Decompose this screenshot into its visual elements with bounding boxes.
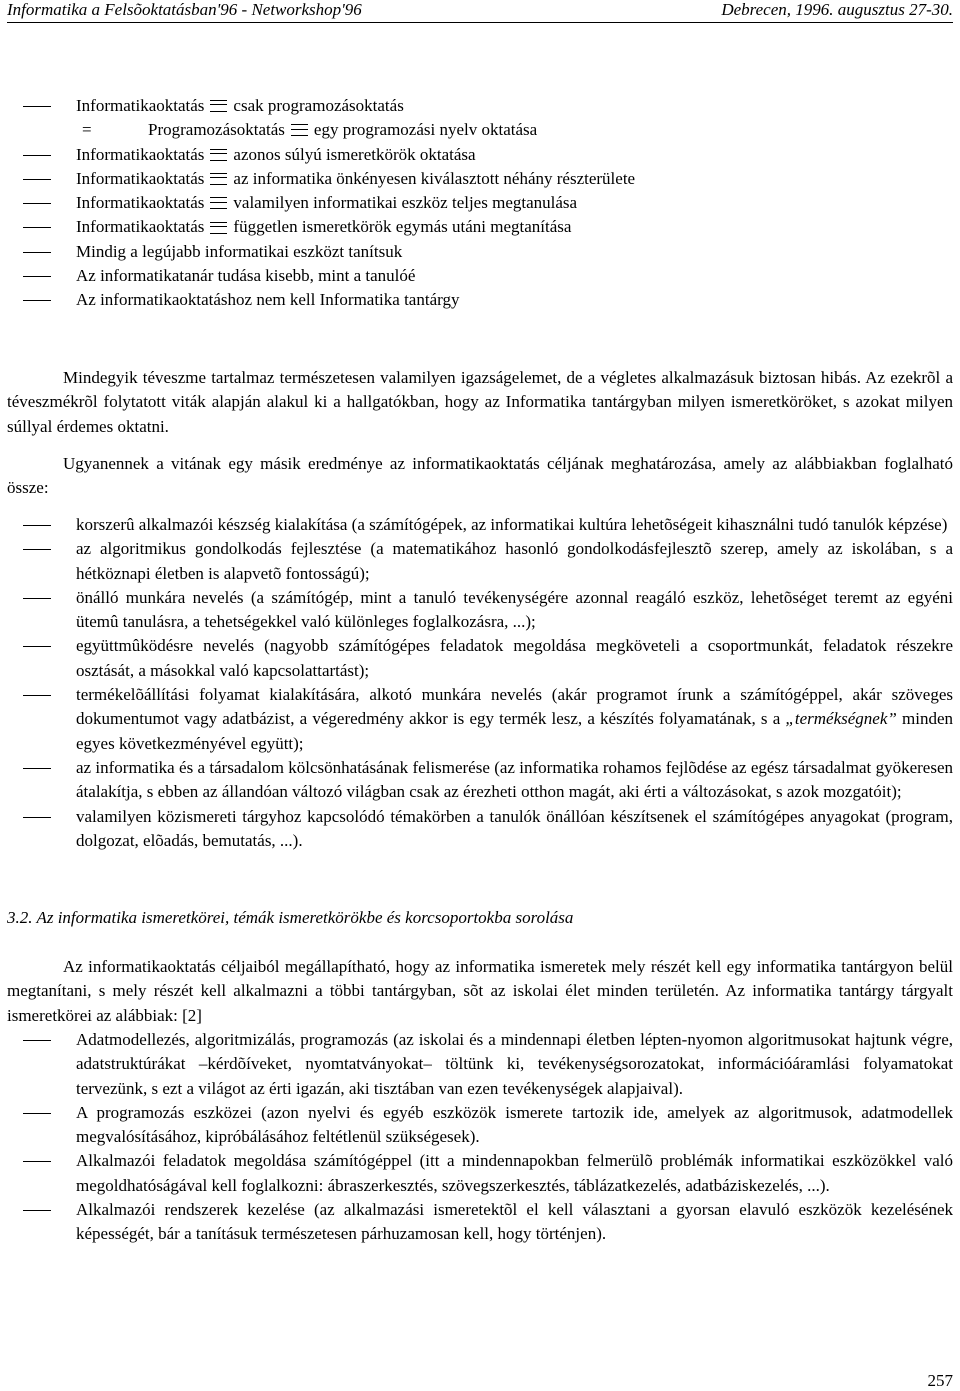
list-item xyxy=(7,94,953,118)
list-item xyxy=(7,264,953,288)
item-text: Adatmodellezés, algoritmizálás, programozás (az iskolai és a mindennapi életben lépten-nyomon algoritmusokat hajtunk végre, adatstruktúrákat –kérdõíveket, nyomtatványokat– töltünk ki, tevékenységsorozatokat, információáramlási folyamatokat tervezünk, s ezt a világot az érti igazán, aki tisztában van ezen tevékenységek alapjaival). xyxy=(76,1030,953,1098)
item-text: Alkalmazói feladatok megoldása számítógéppel (itt a mindennapokban felmerülõ problémák informatikai eszközökkel való megoldhatóságával kell foglalkozni: ábraszerkesztés, szövegszerkesztés, táblázatkezelés, adatbáziskezelés, ...). xyxy=(76,1151,953,1195)
topics-section xyxy=(7,1028,953,1247)
list-item xyxy=(7,288,953,312)
list-item xyxy=(7,805,953,854)
list-item xyxy=(7,143,953,167)
item-predicate: valamilyen informatikai eszköz teljes megtanulása xyxy=(233,193,578,213)
para-text: Az informatikaoktatás céljaiból megállapítható, hogy az informatika ismeretek mely részét kell egy informatika tantárgyon belül megtanítani, s mely részét kell alkalmazni a többi tantárgyban, sõt az iskolai élet minden területén. Az informatika tantárgy tárgyalt ismeretkörei az alábbiak: [2] xyxy=(7,957,953,1025)
item-subject: Informatikaoktatás xyxy=(76,217,205,237)
identical-to-icon xyxy=(210,149,227,161)
list-item xyxy=(7,215,953,239)
item-text: az algoritmikus gondolkodás fejlesztése (a matematikához hasonló gondolkodásfejlesztõ szerep, amely az iskolában, s a hétköznapi életben is alapvetõ fontosságú); xyxy=(76,539,953,583)
item-text: termékelõállítási folyamat kialakítására, alkotó munkára nevelés (akár programot írunk a számítógéppel, akár szöveges dokumentumot vagy adatbázist, a végeredmény akkor is egy termék lesz, a készítés folyamatának, s a xyxy=(76,685,953,729)
list-item xyxy=(7,118,953,142)
dash-bullet xyxy=(23,300,51,301)
item-text: korszerû alkalmazói készség kialakítása (a számítógépek, az informatikai kultúra lehetõségeit kihasználni tudó tanulók képzése) xyxy=(76,515,948,534)
topics-list xyxy=(7,1028,953,1247)
item-predicate: azonos súlyú ismeretkörök oktatása xyxy=(233,144,476,164)
item-subject: Informatikaoktatás xyxy=(76,96,205,115)
item-text: önálló munkára nevelés (a számítógép, mint a tanuló tevékenységére azonnal reagáló eszköz, lehetõséget teremt az egyéni ütemû tanulásra, a tehetségekkel való különleges foglalkozásra, ...); xyxy=(76,587,953,632)
dash-bullet xyxy=(23,817,51,818)
list-item xyxy=(7,513,953,537)
equals-sign: = xyxy=(82,120,92,140)
item-subject: Informatikaoktatás xyxy=(76,168,205,188)
list-item xyxy=(7,240,953,264)
page-number: 257 xyxy=(927,1371,953,1390)
list-item xyxy=(7,1101,953,1150)
dash-bullet xyxy=(23,525,51,526)
misconceptions-list xyxy=(7,94,953,313)
section-heading xyxy=(7,906,953,930)
list-item xyxy=(7,167,953,191)
item-text: minden egyes következményével együtt); xyxy=(76,709,953,753)
list-item xyxy=(7,1198,953,1247)
list-item xyxy=(7,756,953,805)
header-right: Debrecen, 1996. augusztus 27-30. xyxy=(721,0,953,19)
dash-bullet xyxy=(23,1040,51,1041)
misconceptions-section xyxy=(7,94,953,313)
dash-bullet xyxy=(23,155,51,156)
dash-bullet xyxy=(23,227,51,228)
list-item xyxy=(7,191,953,215)
list-item xyxy=(7,634,953,683)
running-header xyxy=(7,0,953,23)
list-item xyxy=(7,1028,953,1101)
item-predicate: az informatika önkényesen kiválasztott néhány részterülete xyxy=(233,168,636,188)
dash-bullet xyxy=(23,598,51,599)
dash-bullet xyxy=(23,549,51,550)
dash-bullet xyxy=(23,1113,51,1114)
identical-to-icon xyxy=(210,100,227,112)
para-text: Ugyanennek a vitának egy másik eredménye az informatikaoktatás céljának meghatározása, amely az alábbiakban foglalható össze: xyxy=(7,454,953,498)
paragraph-1 xyxy=(7,366,953,439)
item-subject: Az informatikaoktatáshoz nem kell Informatika tantárgy xyxy=(76,290,460,310)
list-item xyxy=(7,537,953,586)
item-subject: Az informatikatanár tudása kisebb, mint a tanulóé xyxy=(76,266,416,286)
item-text: Alkalmazói rendszerek kezelése (az alkalmazási ismeretektõl el kell választani a gyorsan elavuló eszközök kezelésének képességét, bár a tanításuk természetesen párhuzamosan kell, hogy történjen). xyxy=(76,1200,953,1244)
dash-bullet xyxy=(23,646,51,647)
item-predicate: csak programozásoktatás xyxy=(233,96,404,115)
goals-list xyxy=(7,513,953,853)
dash-bullet xyxy=(23,1161,51,1162)
item-predicate: független ismeretkörök egymás utáni megtanítása xyxy=(233,217,572,237)
dash-bullet xyxy=(23,768,51,769)
paragraph-2 xyxy=(7,452,953,501)
identical-to-icon xyxy=(210,222,227,234)
identical-to-icon xyxy=(291,124,308,136)
dash-bullet xyxy=(23,179,51,180)
item-text: együttmûködésre nevelés (nagyobb számítógépes feladatok megoldása megköveteli a csoportmunkát, feladatok részekre osztását, a másokkal való kapcsolattartást); xyxy=(76,636,953,680)
item-text: A programozás eszközei (azon nyelvi és egyéb eszközök ismerete tartozik ide, amelyek az algoritmusok, adatmodellek megvalósításához, kipróbálásához feltétlenül szükségesek). xyxy=(76,1102,953,1147)
dash-bullet xyxy=(23,695,51,696)
dash-bullet xyxy=(23,1210,51,1211)
item-text: valamilyen közismereti tárgyhoz kapcsolódó témakörben a tanulók önállóan készítsenek el számítógépes anyagokat (program, dolgozat, elõadás, bemutatás, ...). xyxy=(76,806,953,850)
list-item xyxy=(7,1149,953,1198)
dash-bullet xyxy=(23,203,51,204)
paragraph-3 xyxy=(7,955,953,1028)
dash-bullet xyxy=(23,252,51,253)
item-predicate: egy programozási nyelv oktatása xyxy=(313,120,538,140)
item-subject: Mindig a legújabb informatikai eszközt tanítsuk xyxy=(76,241,403,261)
item-emphasis: „termékségnek” xyxy=(785,709,897,729)
header-left: Informatika a Felsõoktatásban'96 - Networkshop'96 xyxy=(7,0,362,19)
dash-bullet xyxy=(23,276,51,277)
item-subject: Informatikaoktatás xyxy=(76,144,205,164)
item-text: az informatika és a társadalom kölcsönhatásának felismerése (az informatika rohamos fejlõdése az egész társadalmat gyökeresen átalakítja, s ebben az állandóan változó világban csak az érezheti otthon magát, aki érti a változásokat, s azok mozgatóit); xyxy=(76,757,953,802)
list-item xyxy=(7,683,953,756)
item-subject: Programozásoktatás xyxy=(148,120,285,140)
item-subject: Informatikaoktatás xyxy=(76,193,205,213)
goals-section xyxy=(7,513,953,853)
identical-to-icon xyxy=(210,173,227,185)
para-text: Mindegyik téveszme tartalmaz természetesen valamilyen igazságelemet, de a végletes alkalmazásuk biztosan hibás. Az ezekrõl a téveszmékrõl folytatott viták alapján alakul ki a hallgatókban, hogy az Informatika tantárgyban milyen ismeretköröket, s azokat milyen súllyal érdemes oktatni. xyxy=(7,368,953,436)
list-item xyxy=(7,586,953,635)
identical-to-icon xyxy=(210,197,227,209)
section-title: 3.2. Az informatika ismeretkörei, témák ismeretkörökbe és korcsoportokba sorolása xyxy=(7,908,574,927)
dash-bullet xyxy=(23,106,51,107)
